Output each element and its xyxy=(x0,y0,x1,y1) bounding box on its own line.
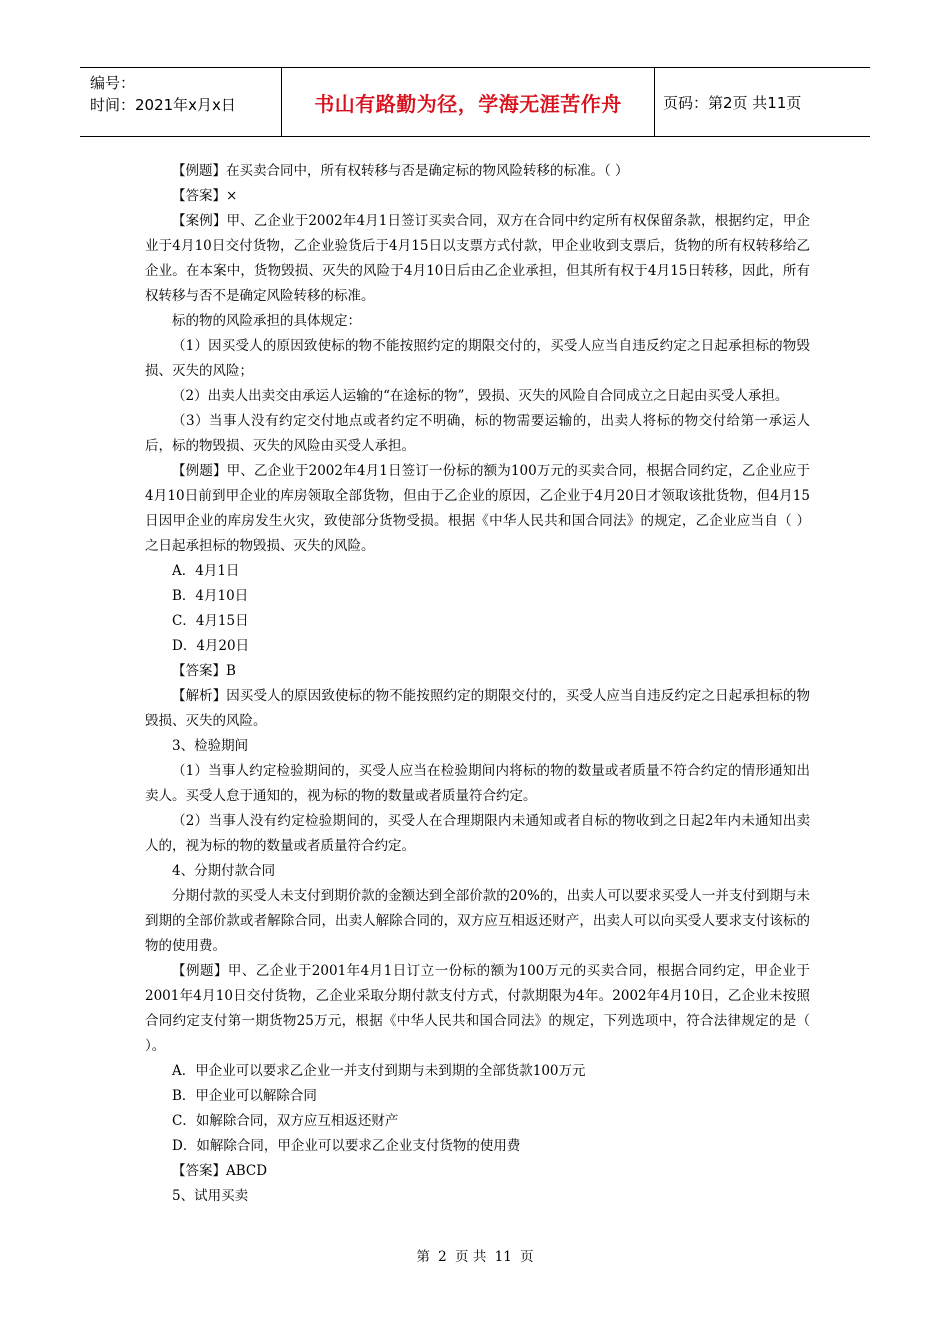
header-motto: 书山有路勤为径，学海无涯苦作舟 xyxy=(281,68,655,136)
option-item: D．如解除合同，甲企业可以要求乙企业支付货物的使用费 xyxy=(172,1138,521,1154)
paragraph: 【例题】甲、乙企业于2002年4月1日签订一份标的额为100万元的买卖合同，根据合同约定，乙企业应于4月10日前到甲企业的库房领取全部货物，但由于乙企业的原因，乙企业于4月20日才领取该批货物，但4月15日因甲企业的库房发生火灾，致使部分货物受损。根据《中华人民共和国合同法》的规定，乙企业应当自（ ）之日起承担标的物毁损、灭失的风险。 xyxy=(145,463,810,554)
header-meta xyxy=(80,68,281,136)
footer-page-number: 2 xyxy=(438,1249,447,1265)
page-header xyxy=(80,67,870,137)
paragraph: （1）因买受人的原因致使标的物不能按照约定的期限交付的，买受人应当自违反约定之日起承担标的物毁损、灭失的风险； xyxy=(145,338,810,379)
option-item: A．4月1日 xyxy=(172,563,240,579)
option-item: C．4月15日 xyxy=(172,613,249,629)
paragraph: （2）出卖人出卖交由承运人运输的“在途标的物”，毁损、灭失的风险自合同成立之日起由买受人承担。 xyxy=(172,388,789,404)
paragraph: 【答案】B xyxy=(172,663,236,679)
paragraph: 【例题】甲、乙企业于2001年4月1日订立一份标的额为100万元的买卖合同，根据合同约定，甲企业于2001年4月10日交付货物，乙企业采取分期付款支付方式，付款期限为4年。2002年4月10日，乙企业未按照合同约定支付第一期货物25万元，根据《中华人民共和国合同法》的规定，下列选项中，符合法律规定的是（ ）。 xyxy=(145,963,810,1054)
paragraph: 【答案】× xyxy=(172,188,238,204)
paragraph: 【例题】在买卖合同中，所有权转移与否是确定标的物风险转移的标准。（ ） xyxy=(172,163,629,179)
document-body xyxy=(145,159,810,1209)
option-item: B．甲企业可以解除合同 xyxy=(172,1088,317,1104)
paragraph: 【解析】因买受人的原因致使标的物不能按照约定的期限交付的，买受人应当自违反约定之日起承担标的物毁损、灭失的风险。 xyxy=(145,688,810,729)
footer-middle: 页 共 xyxy=(455,1249,487,1265)
section-heading: 3、检验期间 xyxy=(172,738,249,754)
paragraph: 【案例】甲、乙企业于2002年4月1日签订买卖合同，双方在合同中约定所有权保留条款，根据约定，甲企业于4月10日交付货物，乙企业验货后于4月15日以支票方式付款，甲企业收到支票后，货物的所有权转移给乙企业。在本案中，货物毁损、灭失的风险于4月10日后由乙企业承担，但其所有权于4月15日转移，因此，所有权转移与否不是确定风险转移的标准。 xyxy=(145,213,810,304)
paragraph: （2）当事人没有约定检验期间的，买受人在合理期限内未通知或者自标的物收到之日起2年内未通知出卖人的，视为标的物的数量或者质量符合约定。 xyxy=(145,813,810,854)
paragraph: （1）当事人约定检验期间的，买受人应当在检验期间内将标的物的数量或者质量不符合约定的情形通知出卖人。买受人怠于通知的，视为标的物的数量或者质量符合约定。 xyxy=(145,763,810,804)
section-heading: 4、分期付款合同 xyxy=(172,863,276,879)
header-page-info: 页码：第2页 共11页 xyxy=(663,93,802,112)
paragraph: 【答案】ABCD xyxy=(172,1163,268,1179)
paragraph: 分期付款的买受人未支付到期价款的金额达到全部价款的20%的，出卖人可以要求买受人一并支付到期与未到期的全部价款或者解除合同，出卖人解除合同的，双方应互相返还财产，出卖人可以向买受人要求支付该标的物的使用费。 xyxy=(145,888,810,954)
section-heading: 5、试用买卖 xyxy=(172,1188,249,1204)
footer-total-pages: 11 xyxy=(494,1249,512,1265)
page-footer xyxy=(0,1245,950,1265)
paragraph: 标的物的风险承担的具体规定： xyxy=(172,313,361,329)
paragraph: （3）当事人没有约定交付地点或者约定不明确，标的物需要运输的，出卖人将标的物交付给第一承运人后，标的物毁损、灭失的风险由买受人承担。 xyxy=(145,413,810,454)
option-item: C．如解除合同，双方应互相返还财产 xyxy=(172,1113,399,1129)
document-date-label: 时间：2021年x月x日 xyxy=(90,96,236,114)
option-item: B．4月10日 xyxy=(172,588,249,604)
footer-suffix: 页 xyxy=(520,1249,534,1265)
footer-prefix: 第 xyxy=(416,1249,430,1265)
document-number-label: 编号： xyxy=(90,74,136,92)
option-item: A．甲企业可以要求乙企业一并支付到期与未到期的全部货款100万元 xyxy=(172,1063,586,1079)
option-item: D．4月20日 xyxy=(172,638,250,654)
